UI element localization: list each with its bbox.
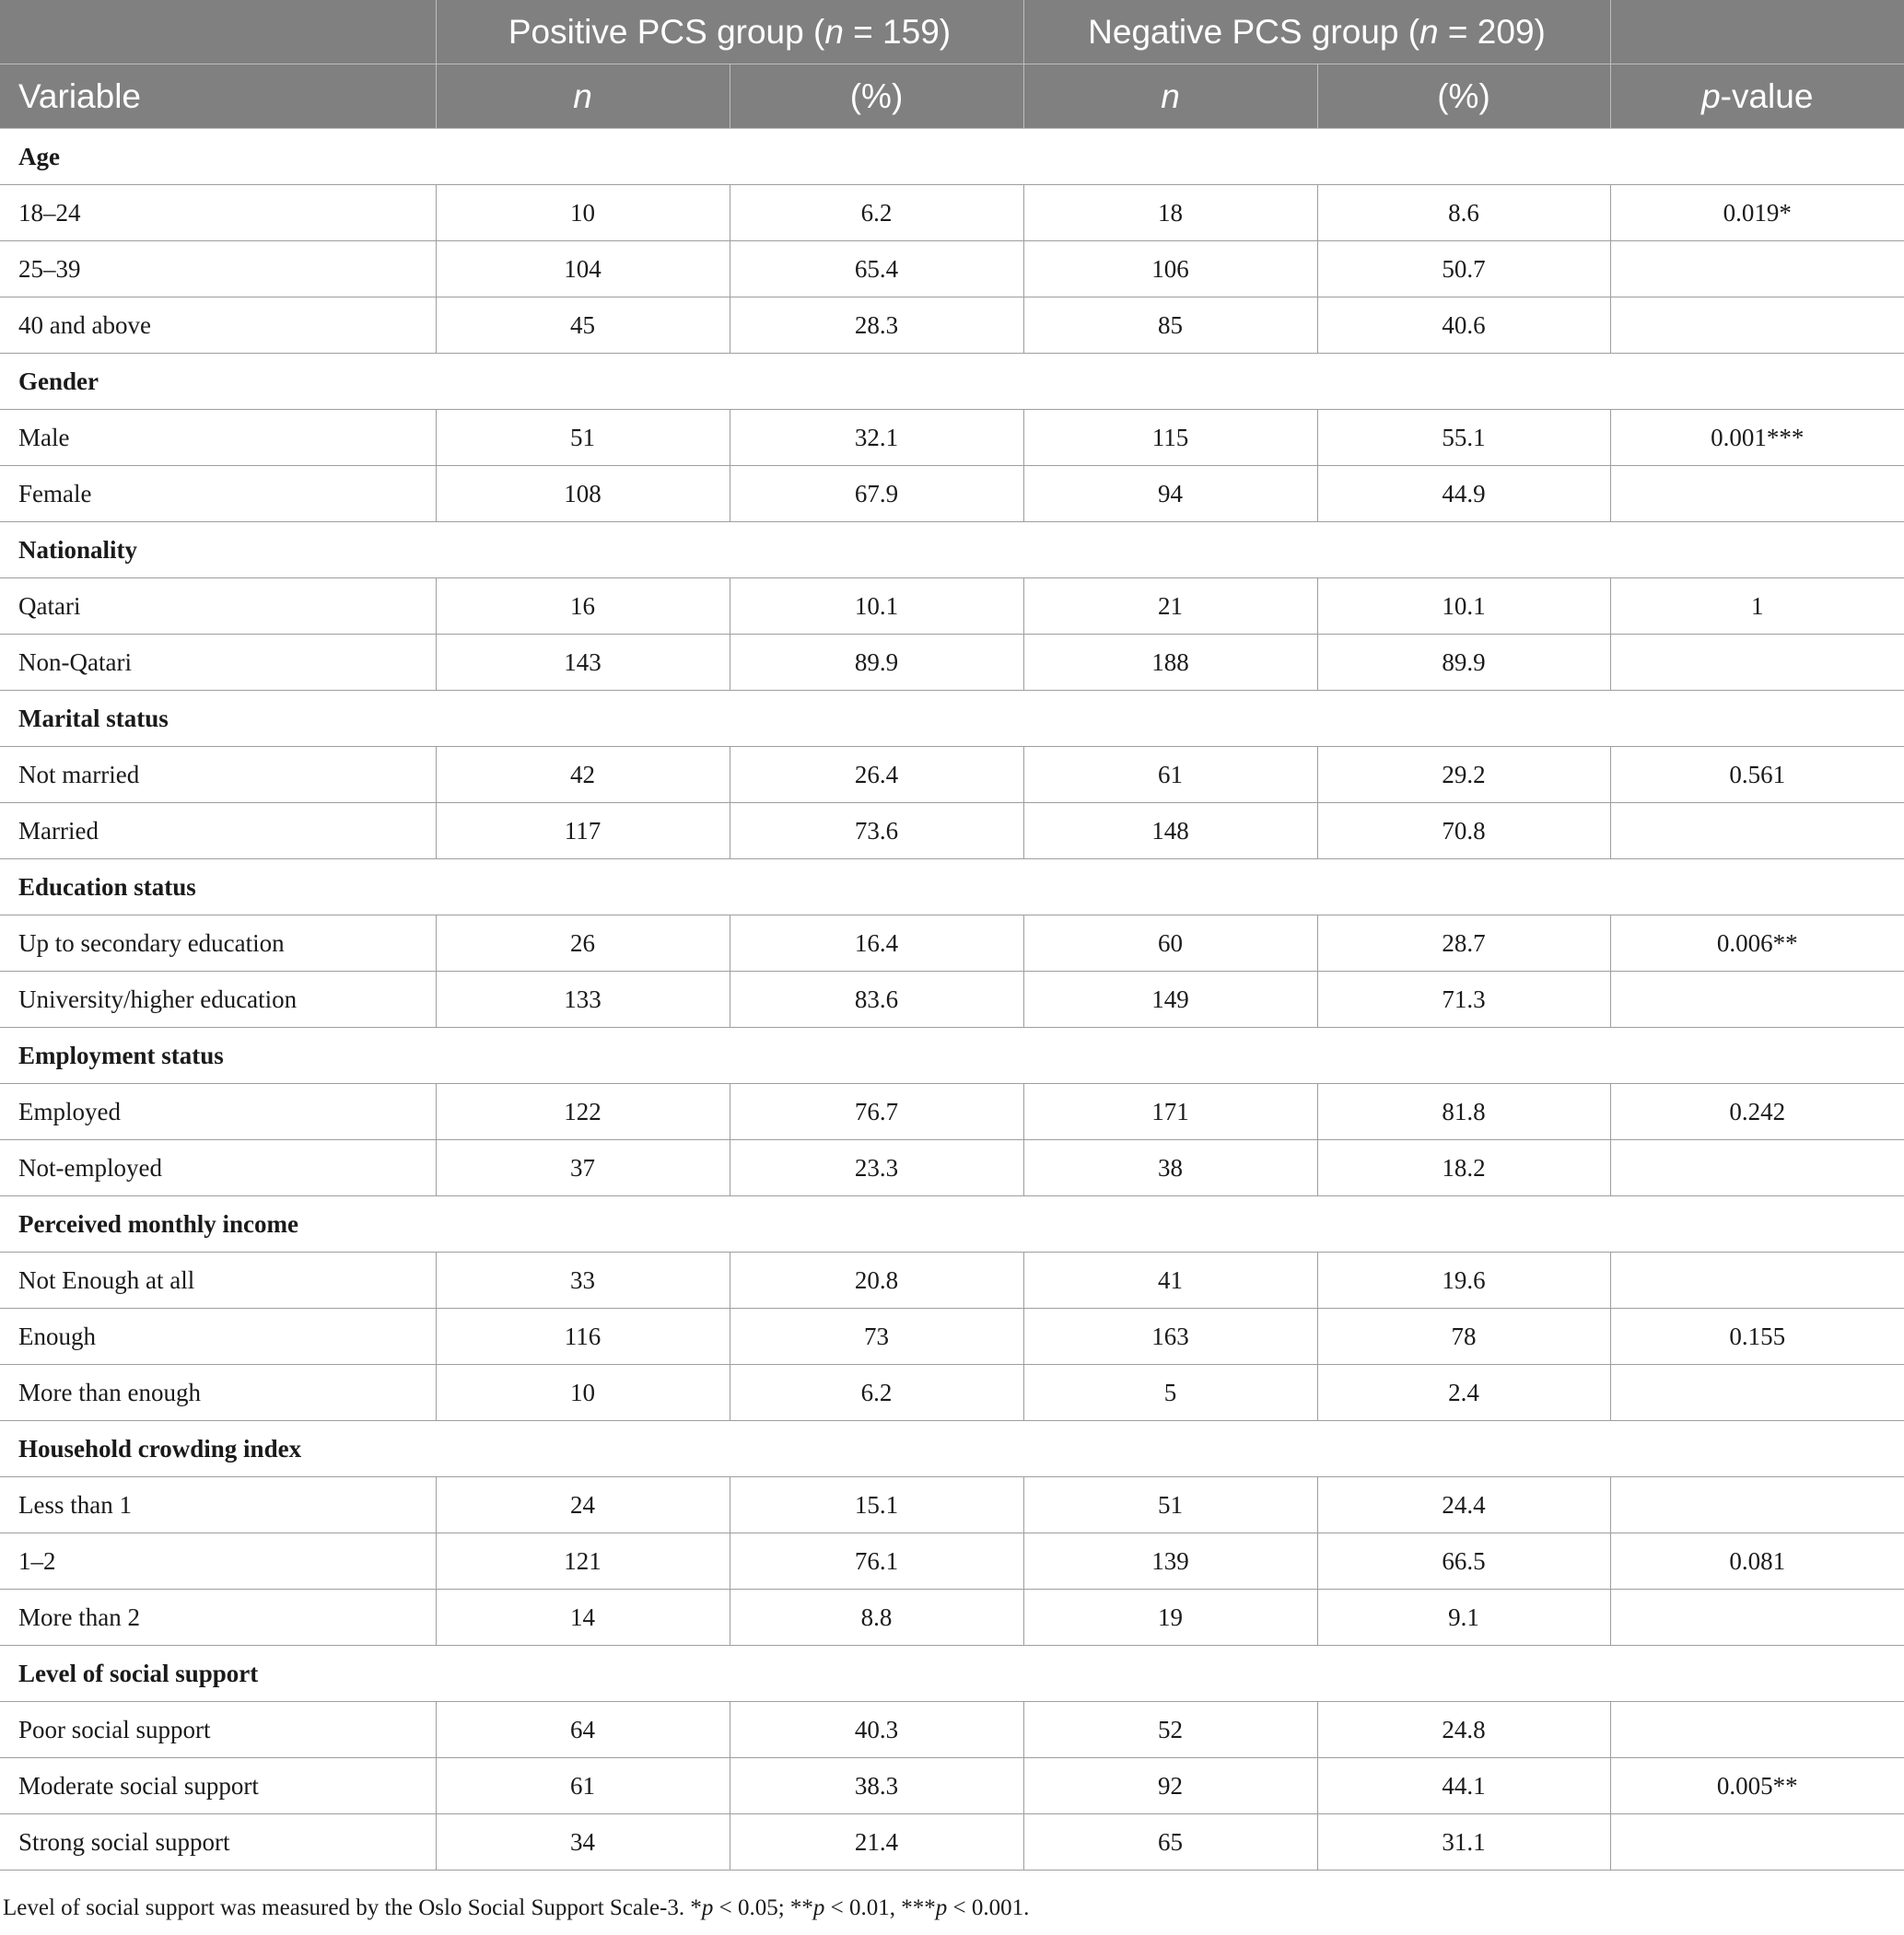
cell-negative-n: 51	[1023, 1477, 1317, 1533]
table-row	[0, 1253, 1904, 1309]
table-row	[0, 1814, 1904, 1871]
cell-positive-pct: 76.1	[730, 1533, 1023, 1590]
cell-negative-n: 92	[1023, 1758, 1317, 1814]
header-positive-pct: (%)	[730, 64, 1023, 129]
cell-positive-pct: 21.4	[730, 1814, 1023, 1871]
cell-positive-pct: 6.2	[730, 185, 1023, 241]
section-row	[0, 354, 1904, 410]
table-row	[0, 803, 1904, 859]
cell-positive-n: 33	[436, 1253, 730, 1309]
row-label: Not married	[0, 747, 436, 803]
row-label: Married	[0, 803, 436, 859]
cell-positive-n: 133	[436, 972, 730, 1028]
cell-p-value	[1610, 635, 1904, 691]
row-label: 1–2	[0, 1533, 436, 1590]
cell-positive-n: 14	[436, 1590, 730, 1646]
cell-negative-pct: 24.4	[1317, 1477, 1610, 1533]
cell-positive-n: 116	[436, 1309, 730, 1365]
cell-negative-pct: 81.8	[1317, 1084, 1610, 1140]
row-label: University/higher education	[0, 972, 436, 1028]
row-label: 18–24	[0, 185, 436, 241]
cell-positive-pct: 28.3	[730, 297, 1023, 354]
cell-positive-pct: 20.8	[730, 1253, 1023, 1309]
cell-negative-n: 106	[1023, 241, 1317, 297]
cell-p-value: 1	[1610, 578, 1904, 635]
cell-positive-pct: 73	[730, 1309, 1023, 1365]
cell-negative-pct: 70.8	[1317, 803, 1610, 859]
cell-p-value	[1610, 972, 1904, 1028]
cell-negative-n: 60	[1023, 915, 1317, 972]
cell-positive-pct: 40.3	[730, 1702, 1023, 1758]
table-row	[0, 466, 1904, 522]
cell-p-value	[1610, 1702, 1904, 1758]
table-row	[0, 1477, 1904, 1533]
cell-p-value	[1610, 1814, 1904, 1871]
cell-positive-n: 10	[436, 185, 730, 241]
cell-negative-pct: 31.1	[1317, 1814, 1610, 1871]
cell-negative-pct: 8.6	[1317, 185, 1610, 241]
section-row	[0, 691, 1904, 747]
cell-negative-n: 41	[1023, 1253, 1317, 1309]
cell-negative-n: 52	[1023, 1702, 1317, 1758]
row-label: Not Enough at all	[0, 1253, 436, 1309]
cell-negative-pct: 19.6	[1317, 1253, 1610, 1309]
cell-positive-pct: 15.1	[730, 1477, 1023, 1533]
cell-positive-n: 34	[436, 1814, 730, 1871]
cell-positive-n: 108	[436, 466, 730, 522]
table-row	[0, 1365, 1904, 1421]
row-label: 25–39	[0, 241, 436, 297]
cell-p-value: 0.081	[1610, 1533, 1904, 1590]
cell-negative-n: 21	[1023, 578, 1317, 635]
section-row	[0, 522, 1904, 578]
header-negative-pct: (%)	[1317, 64, 1610, 129]
section-row	[0, 1196, 1904, 1253]
section-row	[0, 129, 1904, 185]
header-p-value: p-value	[1610, 64, 1904, 129]
section-title: Employment status	[0, 1028, 1904, 1084]
cell-positive-pct: 83.6	[730, 972, 1023, 1028]
table-row	[0, 1758, 1904, 1814]
section-row	[0, 1028, 1904, 1084]
cell-p-value	[1610, 1140, 1904, 1196]
cell-negative-n: 163	[1023, 1309, 1317, 1365]
table-footnote: Level of social support was measured by the Oslo Social Support Scale-3. *p < 0.05; **p < 0.01, ***p < 0.001.	[3, 1895, 1030, 1920]
section-title: Age	[0, 129, 1904, 185]
header-empty-cell	[0, 0, 436, 64]
section-title: Marital status	[0, 691, 1904, 747]
row-label: Male	[0, 410, 436, 466]
cell-p-value: 0.006**	[1610, 915, 1904, 972]
cell-negative-pct: 29.2	[1317, 747, 1610, 803]
cell-positive-n: 122	[436, 1084, 730, 1140]
row-label: Qatari	[0, 578, 436, 635]
header-positive-n: n	[436, 64, 730, 129]
cell-p-value	[1610, 241, 1904, 297]
section-title: Education status	[0, 859, 1904, 915]
table-row	[0, 635, 1904, 691]
cell-positive-pct: 76.7	[730, 1084, 1023, 1140]
cell-positive-n: 61	[436, 1758, 730, 1814]
table-row	[0, 915, 1904, 972]
cell-negative-pct: 44.1	[1317, 1758, 1610, 1814]
header-positive-group: Positive PCS group (n = 159)	[436, 0, 1023, 64]
cell-negative-n: 65	[1023, 1814, 1317, 1871]
cell-positive-pct: 67.9	[730, 466, 1023, 522]
cell-negative-pct: 66.5	[1317, 1533, 1610, 1590]
section-title: Household crowding index	[0, 1421, 1904, 1477]
cell-positive-pct: 16.4	[730, 915, 1023, 972]
cell-p-value	[1610, 1590, 1904, 1646]
cell-p-value: 0.155	[1610, 1309, 1904, 1365]
header-empty-cell	[1610, 0, 1904, 64]
row-label: 40 and above	[0, 297, 436, 354]
cell-positive-n: 16	[436, 578, 730, 635]
cell-positive-n: 117	[436, 803, 730, 859]
header-row-groups	[0, 0, 1904, 64]
table-body	[0, 129, 1904, 1871]
cell-negative-n: 18	[1023, 185, 1317, 241]
row-label: Not-employed	[0, 1140, 436, 1196]
cell-positive-pct: 10.1	[730, 578, 1023, 635]
cell-positive-pct: 26.4	[730, 747, 1023, 803]
cell-positive-pct: 65.4	[730, 241, 1023, 297]
cell-negative-pct: 10.1	[1317, 578, 1610, 635]
cell-positive-pct: 89.9	[730, 635, 1023, 691]
cell-positive-n: 42	[436, 747, 730, 803]
cell-positive-pct: 8.8	[730, 1590, 1023, 1646]
cell-p-value	[1610, 1477, 1904, 1533]
cell-negative-n: 139	[1023, 1533, 1317, 1590]
cell-positive-pct: 73.6	[730, 803, 1023, 859]
table-row	[0, 1590, 1904, 1646]
table-row	[0, 972, 1904, 1028]
cell-negative-n: 171	[1023, 1084, 1317, 1140]
table-row	[0, 1140, 1904, 1196]
header-variable: Variable	[0, 64, 436, 129]
cell-negative-n: 148	[1023, 803, 1317, 859]
cell-negative-n: 5	[1023, 1365, 1317, 1421]
cell-negative-n: 19	[1023, 1590, 1317, 1646]
cell-p-value: 0.005**	[1610, 1758, 1904, 1814]
cell-positive-pct: 23.3	[730, 1140, 1023, 1196]
table-row	[0, 747, 1904, 803]
cell-negative-pct: 50.7	[1317, 241, 1610, 297]
row-label: Strong social support	[0, 1814, 436, 1871]
cell-negative-n: 85	[1023, 297, 1317, 354]
cell-positive-n: 45	[436, 297, 730, 354]
cell-positive-n: 64	[436, 1702, 730, 1758]
cell-negative-pct: 18.2	[1317, 1140, 1610, 1196]
cell-positive-pct: 32.1	[730, 410, 1023, 466]
cell-positive-pct: 38.3	[730, 1758, 1023, 1814]
table-row	[0, 1084, 1904, 1140]
section-row	[0, 859, 1904, 915]
header-row-columns	[0, 64, 1904, 129]
cell-negative-pct: 24.8	[1317, 1702, 1610, 1758]
cell-p-value	[1610, 1365, 1904, 1421]
section-row	[0, 1421, 1904, 1477]
table-header	[0, 0, 1904, 129]
table-row	[0, 578, 1904, 635]
cell-positive-n: 121	[436, 1533, 730, 1590]
row-label: More than 2	[0, 1590, 436, 1646]
cell-p-value	[1610, 803, 1904, 859]
cell-positive-n: 26	[436, 915, 730, 972]
table-row	[0, 1309, 1904, 1365]
table-row	[0, 1533, 1904, 1590]
table-row	[0, 185, 1904, 241]
cell-negative-n: 94	[1023, 466, 1317, 522]
row-label: Enough	[0, 1309, 436, 1365]
header-negative-n: n	[1023, 64, 1317, 129]
cell-positive-n: 143	[436, 635, 730, 691]
cell-positive-n: 24	[436, 1477, 730, 1533]
cell-positive-n: 37	[436, 1140, 730, 1196]
cell-p-value: 0.242	[1610, 1084, 1904, 1140]
row-label: Employed	[0, 1084, 436, 1140]
cell-negative-pct: 71.3	[1317, 972, 1610, 1028]
cell-positive-pct: 6.2	[730, 1365, 1023, 1421]
cell-p-value	[1610, 1253, 1904, 1309]
row-label: Female	[0, 466, 436, 522]
cell-p-value: 0.561	[1610, 747, 1904, 803]
cell-negative-pct: 40.6	[1317, 297, 1610, 354]
section-title: Perceived monthly income	[0, 1196, 1904, 1253]
cell-negative-n: 149	[1023, 972, 1317, 1028]
cell-positive-n: 104	[436, 241, 730, 297]
cell-negative-pct: 78	[1317, 1309, 1610, 1365]
cell-p-value: 0.001***	[1610, 410, 1904, 466]
row-label: Poor social support	[0, 1702, 436, 1758]
table-row	[0, 1702, 1904, 1758]
cell-positive-n: 51	[436, 410, 730, 466]
cell-negative-n: 115	[1023, 410, 1317, 466]
row-label: Moderate social support	[0, 1758, 436, 1814]
section-row	[0, 1646, 1904, 1702]
row-label: Non-Qatari	[0, 635, 436, 691]
cell-negative-pct: 2.4	[1317, 1365, 1610, 1421]
cell-negative-pct: 89.9	[1317, 635, 1610, 691]
header-negative-group: Negative PCS group (n = 209)	[1023, 0, 1610, 64]
cell-negative-n: 38	[1023, 1140, 1317, 1196]
cell-negative-n: 61	[1023, 747, 1317, 803]
cell-negative-pct: 55.1	[1317, 410, 1610, 466]
cell-positive-n: 10	[436, 1365, 730, 1421]
row-label: Less than 1	[0, 1477, 436, 1533]
cell-p-value: 0.019*	[1610, 185, 1904, 241]
cell-p-value	[1610, 297, 1904, 354]
cell-negative-pct: 44.9	[1317, 466, 1610, 522]
cell-negative-n: 188	[1023, 635, 1317, 691]
row-label: More than enough	[0, 1365, 436, 1421]
table-row	[0, 410, 1904, 466]
cell-negative-pct: 9.1	[1317, 1590, 1610, 1646]
table-row	[0, 297, 1904, 354]
cell-negative-pct: 28.7	[1317, 915, 1610, 972]
section-title: Nationality	[0, 522, 1904, 578]
table-row	[0, 241, 1904, 297]
cell-p-value	[1610, 466, 1904, 522]
row-label: Up to secondary education	[0, 915, 436, 972]
section-title: Level of social support	[0, 1646, 1904, 1702]
section-title: Gender	[0, 354, 1904, 410]
